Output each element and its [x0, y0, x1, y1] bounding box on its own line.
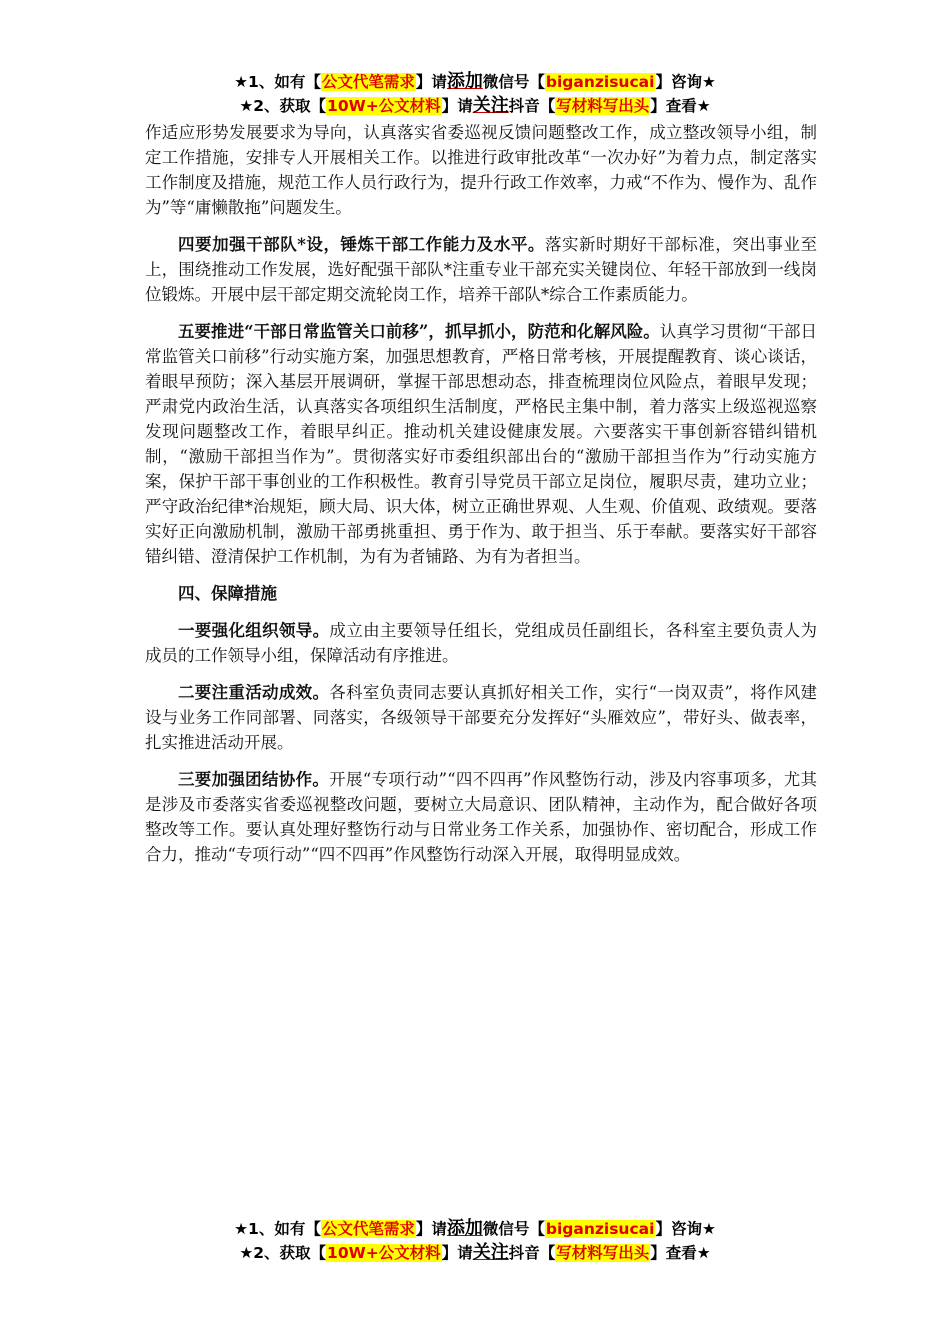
banner-text: 抖音【 [508, 1244, 556, 1262]
banner-text: 】请 [415, 1220, 447, 1238]
emphasis-text: 添加 [446, 1218, 483, 1239]
highlight-tag: 公文代笔需求 [321, 73, 415, 91]
emphasis-text: 添加 [446, 71, 483, 92]
highlight-tag: 10W+公文材料 [327, 1244, 441, 1262]
paragraph-leadership [145, 618, 817, 668]
banner-text: 】咨询★ [655, 73, 716, 91]
paragraph-continuation [145, 120, 817, 220]
paragraph-text: 认真学习贯彻“干部日常监管关口前移”行动实施方案，加强思想教育，严格日常考核，开展提醒教育、谈心谈话，着眼早预防；深入基层开展调研，掌握干部思想动态，排查梳理岗位风险点，着眼早发现；严肃党内政治生活，认真落实各项组织生活制度，严格民主集中制，着力落实上级巡视巡察发现问题整改工作，着眼早纠正。推动机关建设健康发展。六要落实干事创新容错纠错机制，“激励干部担当作为”。贯彻落实好市委组织部出台的“激励干部担当作为”行动实施方案，保护干部干事创业的工作积极性。教育引导党员干部立足岗位，履职尽责，建功立业；严守政治纪律*治规矩，顾大局、识大体，树立正确世界观、人生观、价值观、政绩观。要落实好正向激励机制，激励干部勇挑重担、勇于作为、敢于担当、乐于奉献。要落实好干部容错纠错、澄清保护工作机制，为有为者铺路、为有为者担当。 [145, 322, 817, 566]
paragraph-lead: 二要注重活动成效。 [178, 683, 330, 702]
paragraph-lead: 一要强化组织领导。 [178, 621, 330, 640]
paragraph-lead: 四要加强干部队*设，锤炼干部工作能力及水平。 [178, 235, 545, 254]
paragraph-cooperation [145, 767, 817, 867]
banner-line-2 [0, 94, 950, 118]
banner-text: 】查看★ [650, 1244, 711, 1262]
paragraph-lead: 五要推进“干部日常监管关口前移”，抓早抓小，防范和化解风险。 [178, 322, 660, 341]
douyin-id-tag: 写材料写出头 [556, 1244, 650, 1262]
paragraph-lead: 三要加强团结协作。 [178, 770, 330, 789]
banner-text: ★1、如有【 [234, 1220, 321, 1238]
paragraph-text: 落实新时期好干部标准，突出事业至上，围绕推动工作发展，选好配强干部队*注重专业干部充实关键岗位、年轻干部放到一线岗位锻炼。开展中层干部定期交流轮岗工作，培养干部队*综合工作素质能力。 [145, 235, 817, 304]
banner-text: 】请 [441, 1244, 473, 1262]
highlight-tag: 公文代笔需求 [321, 1220, 415, 1238]
banner-text: 微信号【 [482, 73, 545, 91]
wechat-id-tag: biganzisucai [545, 1220, 655, 1238]
banner-text: 】请 [441, 97, 473, 115]
banner-text: 】查看★ [650, 97, 711, 115]
bottom-banner [0, 1217, 950, 1265]
banner-text: 】咨询★ [655, 1220, 716, 1238]
banner-text: 】请 [415, 73, 447, 91]
document-body [145, 120, 817, 879]
paragraph-text: 作适应形势发展要求为导向，认真落实省委巡视反馈问题整改工作，成立整改领导小组，制定工作措施，安排专人开展相关工作。以推进行政审批改革“一次办好”为着力点，制定落实工作制度及措施，规范工作人员行政行为，提升行政工作效率，力戒“不作为、慢作为、乱作为”等“庸懒散拖”问题发生。 [145, 123, 817, 217]
banner-line-1 [0, 70, 950, 94]
banner-text: 抖音【 [508, 97, 556, 115]
emphasis-text: 关注 [472, 95, 509, 116]
paragraph-text: 开展“专项行动”“四不四再”作风整饬行动，涉及内容事项多，尤其是涉及市委落实省委巡视整改问题，要树立大局意识、团队精神，主动作为，配合做好各项整改等工作。要认真处理好整饬行动与日常业务工作关系，加强协作、密切配合，形成工作合力，推动“专项行动”“四不四再”作风整饬行动深入开展，取得明显成效。 [145, 770, 817, 864]
emphasis-text: 关注 [472, 1242, 509, 1263]
banner-line-2 [0, 1241, 950, 1265]
banner-text: 微信号【 [482, 1220, 545, 1238]
banner-text: ★2、获取【 [239, 1244, 327, 1262]
banner-line-1 [0, 1217, 950, 1241]
paragraph-supervision [145, 319, 817, 569]
paragraph-effectiveness [145, 680, 817, 755]
wechat-id-tag: biganzisucai [545, 73, 655, 91]
paragraph-text: 各科室负责同志要认真抓好相关工作，实行“一岗双责”，将作风建设与业务工作同部署、同落实，各级领导干部要充分发挥好“头雁效应”，带好头、做表率，扎实推进活动开展。 [145, 683, 818, 752]
section-heading: 四、保障措施 [178, 584, 277, 603]
douyin-id-tag: 写材料写出头 [556, 97, 650, 115]
paragraph-cadre-team [145, 232, 817, 307]
highlight-tag: 10W+公文材料 [327, 97, 441, 115]
banner-text: ★1、如有【 [234, 73, 321, 91]
paragraph-text: 成立由主要领导任组长，党组成员任副组长，各科室主要负责人为成员的工作领导小组，保障活动有序推进。 [145, 621, 818, 665]
banner-text: ★2、获取【 [239, 97, 327, 115]
top-banner [0, 70, 950, 118]
